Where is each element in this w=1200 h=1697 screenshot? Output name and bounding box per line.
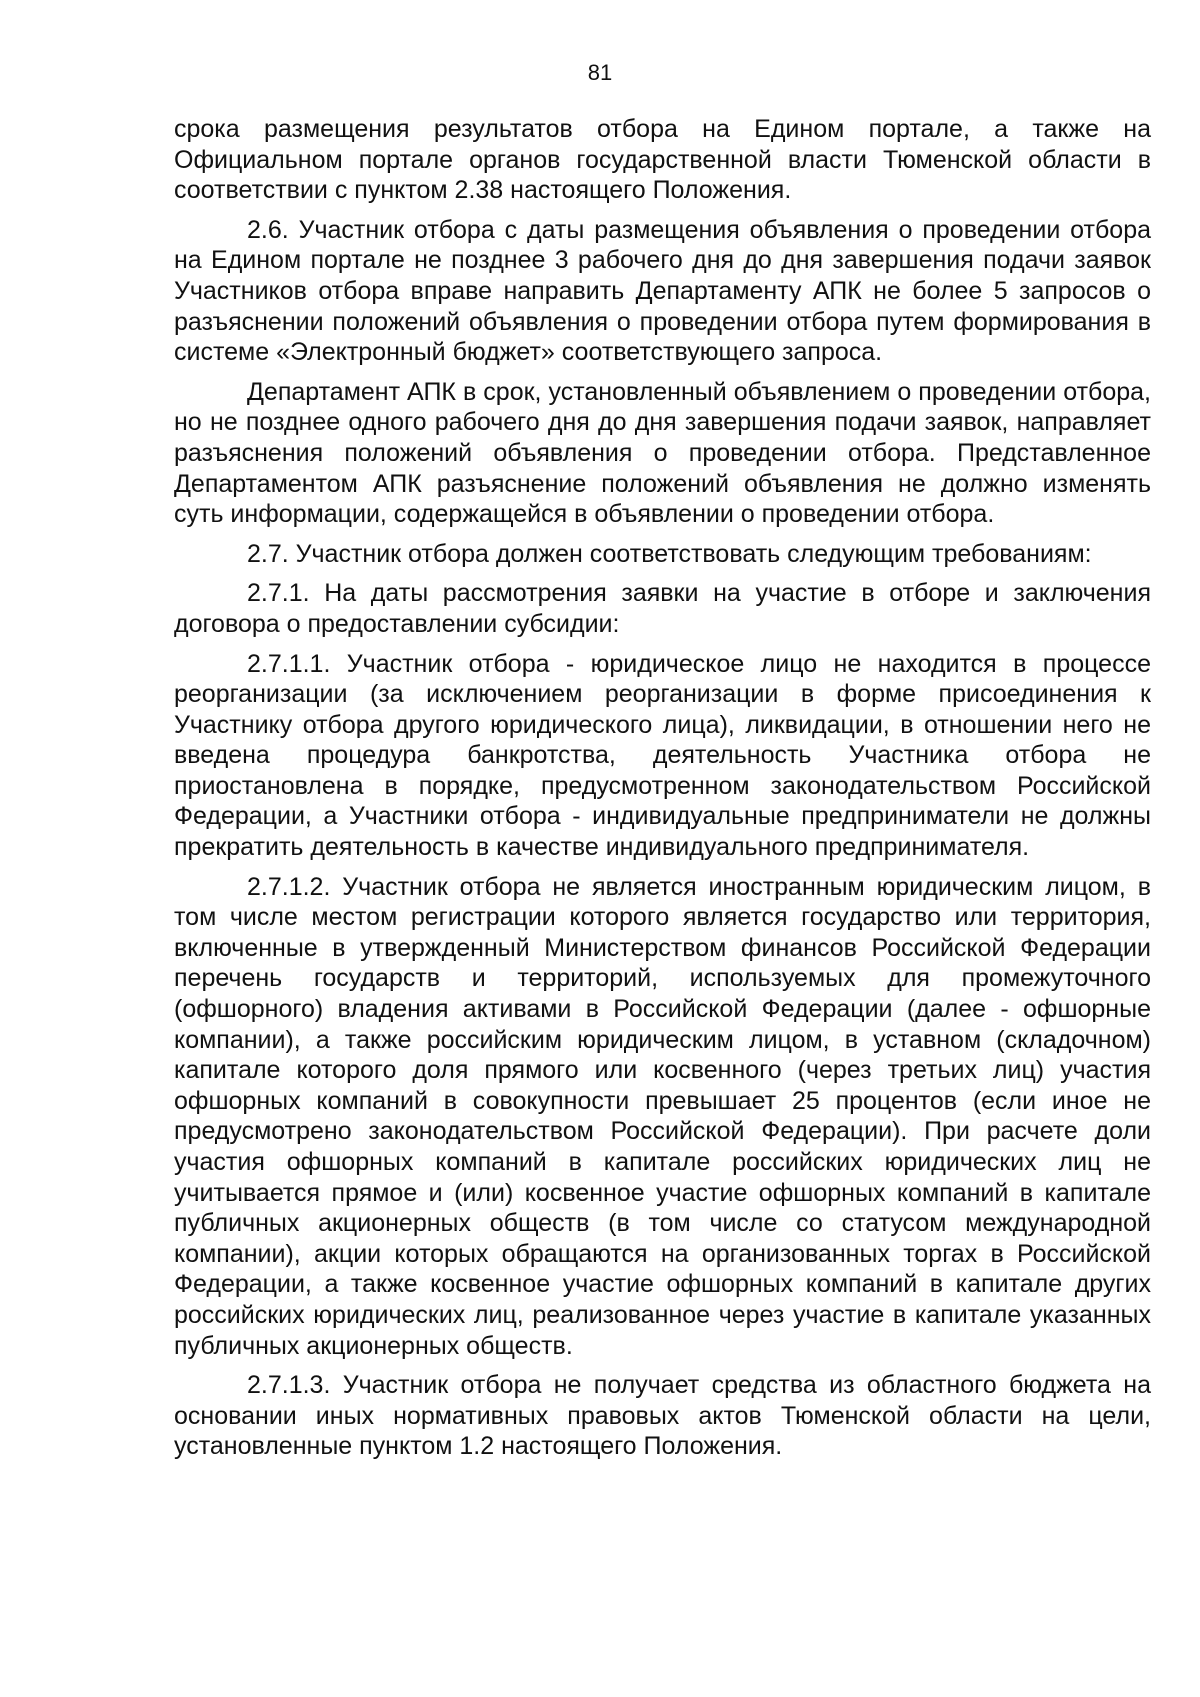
document-body [174, 114, 1151, 1471]
page-number: 81 [587, 60, 613, 85]
paragraph-department-clarification: Департамент АПК в срок, установленный объявлением о проведении отбора, но не позднее одного рабочего дня до дня завершения подачи заявок, направляет разъяснения положений объявления о проведении отбора. Представленное Департаментом АПК разъяснение положений объявления не должно изменять суть информации, содержащейся в объявлении о проведении отбора. [174, 377, 1151, 529]
paragraph-continuation: срока размещения результатов отбора на Едином портале, а также на Официальном портале органов государственной власти Тюменской области в соответствии с пунктом 2.38 настоящего Положения. [174, 115, 1151, 205]
paragraph-2-7-1-3: 2.7.1.3. Участник отбора не получает средства из областного бюджета на основании иных нормативных правовых актов Тюменской области на цели, установленные пунктом 1.2 настоящего Положения. [174, 1371, 1151, 1461]
paragraph-2-7: 2.7. Участник отбора должен соответствовать следующим требованиям: [247, 539, 1092, 568]
paragraph-2-7-1-1: 2.7.1.1. Участник отбора - юридическое лицо не находится в процессе реорганизации (за исключением реорганизации в форме присоединения к Участнику отбора другого юридического лица), ликвидации, в отношении него не введена процедура банкротства, деятельность Участника отбора не приостановлена в порядке, предусмотренном законодательством Российской Федерации, а Участники отбора - индивидуальные предприниматели не должны прекратить деятельность в качестве индивидуального предпринимателя. [174, 649, 1151, 862]
paragraph-2-7-1-2: 2.7.1.2. Участник отбора не является иностранным юридическим лицом, в том числе местом регистрации которого является государство или территория, включенные в утвержденный Министерством финансов Российской Федерации перечень государств и территорий, используемых для промежуточного (офшорного) владения активами в Российской Федерации (далее - офшорные компании), а также российским юридическим лицом, в уставном (складочном) капитале которого доля прямого или косвенного (через третьих лиц) участия офшорных компаний в совокупности превышает 25 процентов (если иное не предусмотрено законодательством Российской Федерации). При расчете доли участия офшорных компаний в капитале российских юридических лиц не учитывается прямое и (или) косвенное участие офшорных компаний в капитале публичных акционерных обществ (в том числе со статусом международной компании), акции которых обращаются на организованных торгах в Российской Федерации, а также косвенное участие офшорных компаний в капитале других российских юридических лиц, реализованное через участие в капитале указанных публичных акционерных обществ. [174, 872, 1151, 1360]
paragraph-2-6: 2.6. Участник отбора с даты размещения объявления о проведении отбора на Едином портале не позднее 3 рабочего дня до дня завершения подачи заявок Участников отбора вправе направить Департаменту АПК не более 5 запросов о разъяснении положений объявления о проведении отбора путем формирования в системе «Электронный бюджет» соответствующего запроса. [174, 215, 1151, 367]
paragraph-2-7-1: 2.7.1. На даты рассмотрения заявки на участие в отборе и заключения договора о предоставлении субсидии: [174, 579, 1151, 638]
